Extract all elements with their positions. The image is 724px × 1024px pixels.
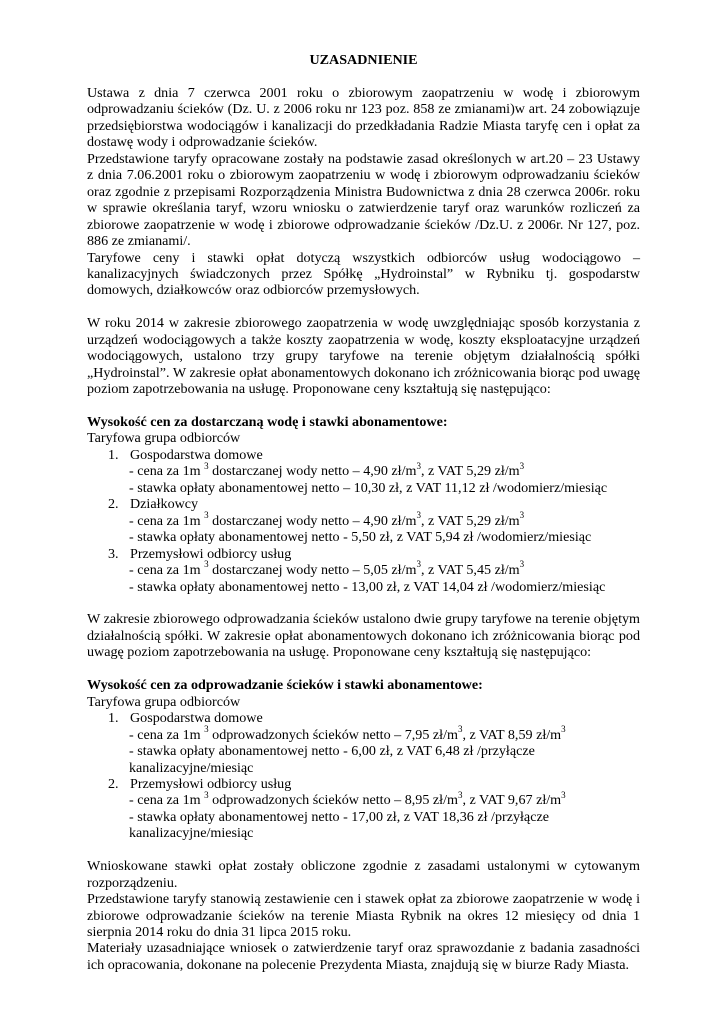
sewage-group-1-fee: - stawka opłaty abonamentowej netto - 6,00 zł, z VAT 6,48 zł /przyłącze kanalizacyjne/miesiąc xyxy=(129,743,535,776)
intro-paragraph-2: Przedstawione taryfy opracowane zostały na podstawie zasad określonych w art.20 – 23 Ustawy z dnia 7.06.2001 roku o zbiorowym zaopatrzeniu w wodę i zbiorowym odprowadzaniu ścieków oraz zgodnie z przepisami Rozporządzenia Ministra Budownictwa z dnia 28 czerwca 2006r. roku w sprawie określania taryf, wzoru wniosku o zatwierdzenie taryf oraz warunków rozliczeń za zbiorowe zaopatrzenie w wodę i zbiorowe odprowadzanie ścieków /Dz.U. z 2006r. Nr 127, poz. 886 ze zmianami/. xyxy=(87,150,640,250)
spacer xyxy=(87,595,640,611)
water-group-3 xyxy=(87,546,640,562)
list-number: 1. xyxy=(108,446,119,463)
intro-paragraph-1: Ustawa z dnia 7 czerwca 2001 roku o zbiorowym zaopatrzeniu w wodę i zbiorowym odprowadzaniu ścieków (Dz. U. z 2006 roku nr 123 poz. 858 ze zmianami)w art. 24 zobowiązuje przedsiębiorstwa wodociągów i kanalizacji do przedkładania Radzie Miasta taryfę cen i opłat za dostawę wody i odprowadzanie ścieków. xyxy=(87,85,640,151)
group-name: Przemysłowi odbiorcy usług xyxy=(130,545,292,562)
spacer xyxy=(87,398,640,414)
water-group-2 xyxy=(87,496,640,512)
spacer xyxy=(87,842,640,858)
sewage-group-1-price: - cena za 1m $^3$ odprowadzonych ścieków netto – 7,95 $zł/m^3$, z VAT 8,59 $zł/m^3$ xyxy=(129,723,566,743)
sewage-group-1 xyxy=(87,710,640,726)
water-group-3-fee: - stawka opłaty abonamentowej netto - 13,00 zł, z VAT 14,04 zł /wodomierz/miesiąc xyxy=(129,578,606,595)
sewage-group-2-price: - cena za 1m $^3$ odprowadzonych ścieków netto – 8,95 $zł/m^3$, z VAT 9,67 $zł/m^3$ xyxy=(129,789,566,809)
water-group-1 xyxy=(87,447,640,463)
spacer xyxy=(87,661,640,677)
sewage-group-label: Taryfowa grupa odbiorców xyxy=(87,693,241,710)
sewage-prices-heading: Wysokość cen za odprowadzanie ścieków i stawki abonamentowe: xyxy=(87,677,483,694)
closing-paragraph-2: Przedstawione taryfy stanowią zestawienie cen i stawek opłat za zbiorowe zaopatrzenie w wodę i zbiorowe odprowadzanie ścieków na terenie Miasta Rybnik na okres 12 miesięcy od dnia 1 sierpnia 2014 roku do dnia 31 lipca 2015 roku. xyxy=(87,891,640,941)
group-name: Przemysłowi odbiorcy usług xyxy=(130,775,292,792)
spacer xyxy=(87,299,640,315)
list-number: 1. xyxy=(108,710,119,727)
list-number: 2. xyxy=(108,496,119,513)
intro-paragraph-3: Taryfowe ceny i stawki opłat dotyczą wszystkich odbiorców usług wodociągowo – kanalizacyjnych świadczonych przez Spółkę „Hydroinstal” w Rybniku tj. gospodarstw domowych, działkowców oraz odbiorców przemysłowych. xyxy=(87,249,640,299)
sewage-group-2 xyxy=(87,776,640,792)
sewage-group-2-fee: - stawka opłaty abonamentowej netto - 17,00 zł, z VAT 18,36 zł /przyłącze kanalizacyjne/miesiąc xyxy=(129,808,549,842)
water-intro-paragraph: W roku 2014 w zakresie zbiorowego zaopatrzenia w wodę uwzględniając sposób korzystania z urządzeń wodociągowych a także koszty zaopatrzenia w wodę, koszty eksploatacyjne urządzeń wodociągowych, ustalono trzy grupy taryfowe na terenie objętym działalnością spółki „Hydroinstal”. W zakresie opłat abonamentowych dokonano ich zróżnicowania biorąc pod uwagę poziom zapotrzebowania na usługę. Proponowane ceny kształtują się następująco: xyxy=(87,315,640,398)
list-number: 3. xyxy=(108,545,119,562)
water-group-2-fee: - stawka opłaty abonamentowej netto - 5,50 zł, z VAT 5,94 zł /wodomierz/miesiąc xyxy=(129,529,592,546)
closing-paragraph-1: Wnioskowane stawki opłat zostały obliczone zgodnie z zasadami ustalonymi w cytowanym rozporządzeniu. xyxy=(87,858,640,891)
document-title: UZASADNIENIE xyxy=(309,52,418,68)
water-group-1-fee: - stawka opłaty abonamentowej netto – 10,30 zł, z VAT 11,12 zł /wodomierz/miesiąc xyxy=(129,479,608,496)
water-group-1-price: - cena za 1m $^3$ dostarczanej wody netto – 4,90 $zł/m^3$, z VAT 5,29 $zł/m^3$ xyxy=(129,460,525,480)
sewage-intro-paragraph: W zakresie zbiorowego odprowadzania ścieków ustalono dwie grupy taryfowe na terenie objętym działalnością spółki. W zakresie opłat abonamentowych dokonano ich zróżnicowania biorąc pod uwagę poziom zapotrzebowania na usługę. Proponowane ceny kształtują się następująco: xyxy=(87,611,640,661)
list-number: 2. xyxy=(108,775,119,792)
water-group-2-price: - cena za 1m $^3$ dostarczanej wody netto – 4,90 $zł/m^3$, z VAT 5,29 $zł/m^3$ xyxy=(129,510,525,529)
water-group-label: Taryfowa grupa odbiorców xyxy=(87,430,241,447)
water-prices-heading: Wysokość cen za dostarczaną wodę i stawki abonamentowe: xyxy=(87,414,448,431)
closing-paragraph-3: Materiały uzasadniające wniosek o zatwierdzenie taryf oraz sprawozdanie z badania zasadności ich opracowania, dokonane na polecenie Prezydenta Miasta, znajdują się w biurze Rady Miasta. xyxy=(87,940,640,973)
group-name: Gospodarstwa domowe xyxy=(130,446,263,463)
document-page xyxy=(87,52,640,973)
water-group-3-price: - cena za 1m $^3$ dostarczanej wody netto – 5,05 $zł/m^3$, z VAT 5,45 $zł/m^3$ xyxy=(129,559,525,579)
group-name: Gospodarstwa domowe xyxy=(130,710,263,727)
group-name: Działkowcy xyxy=(130,496,199,513)
